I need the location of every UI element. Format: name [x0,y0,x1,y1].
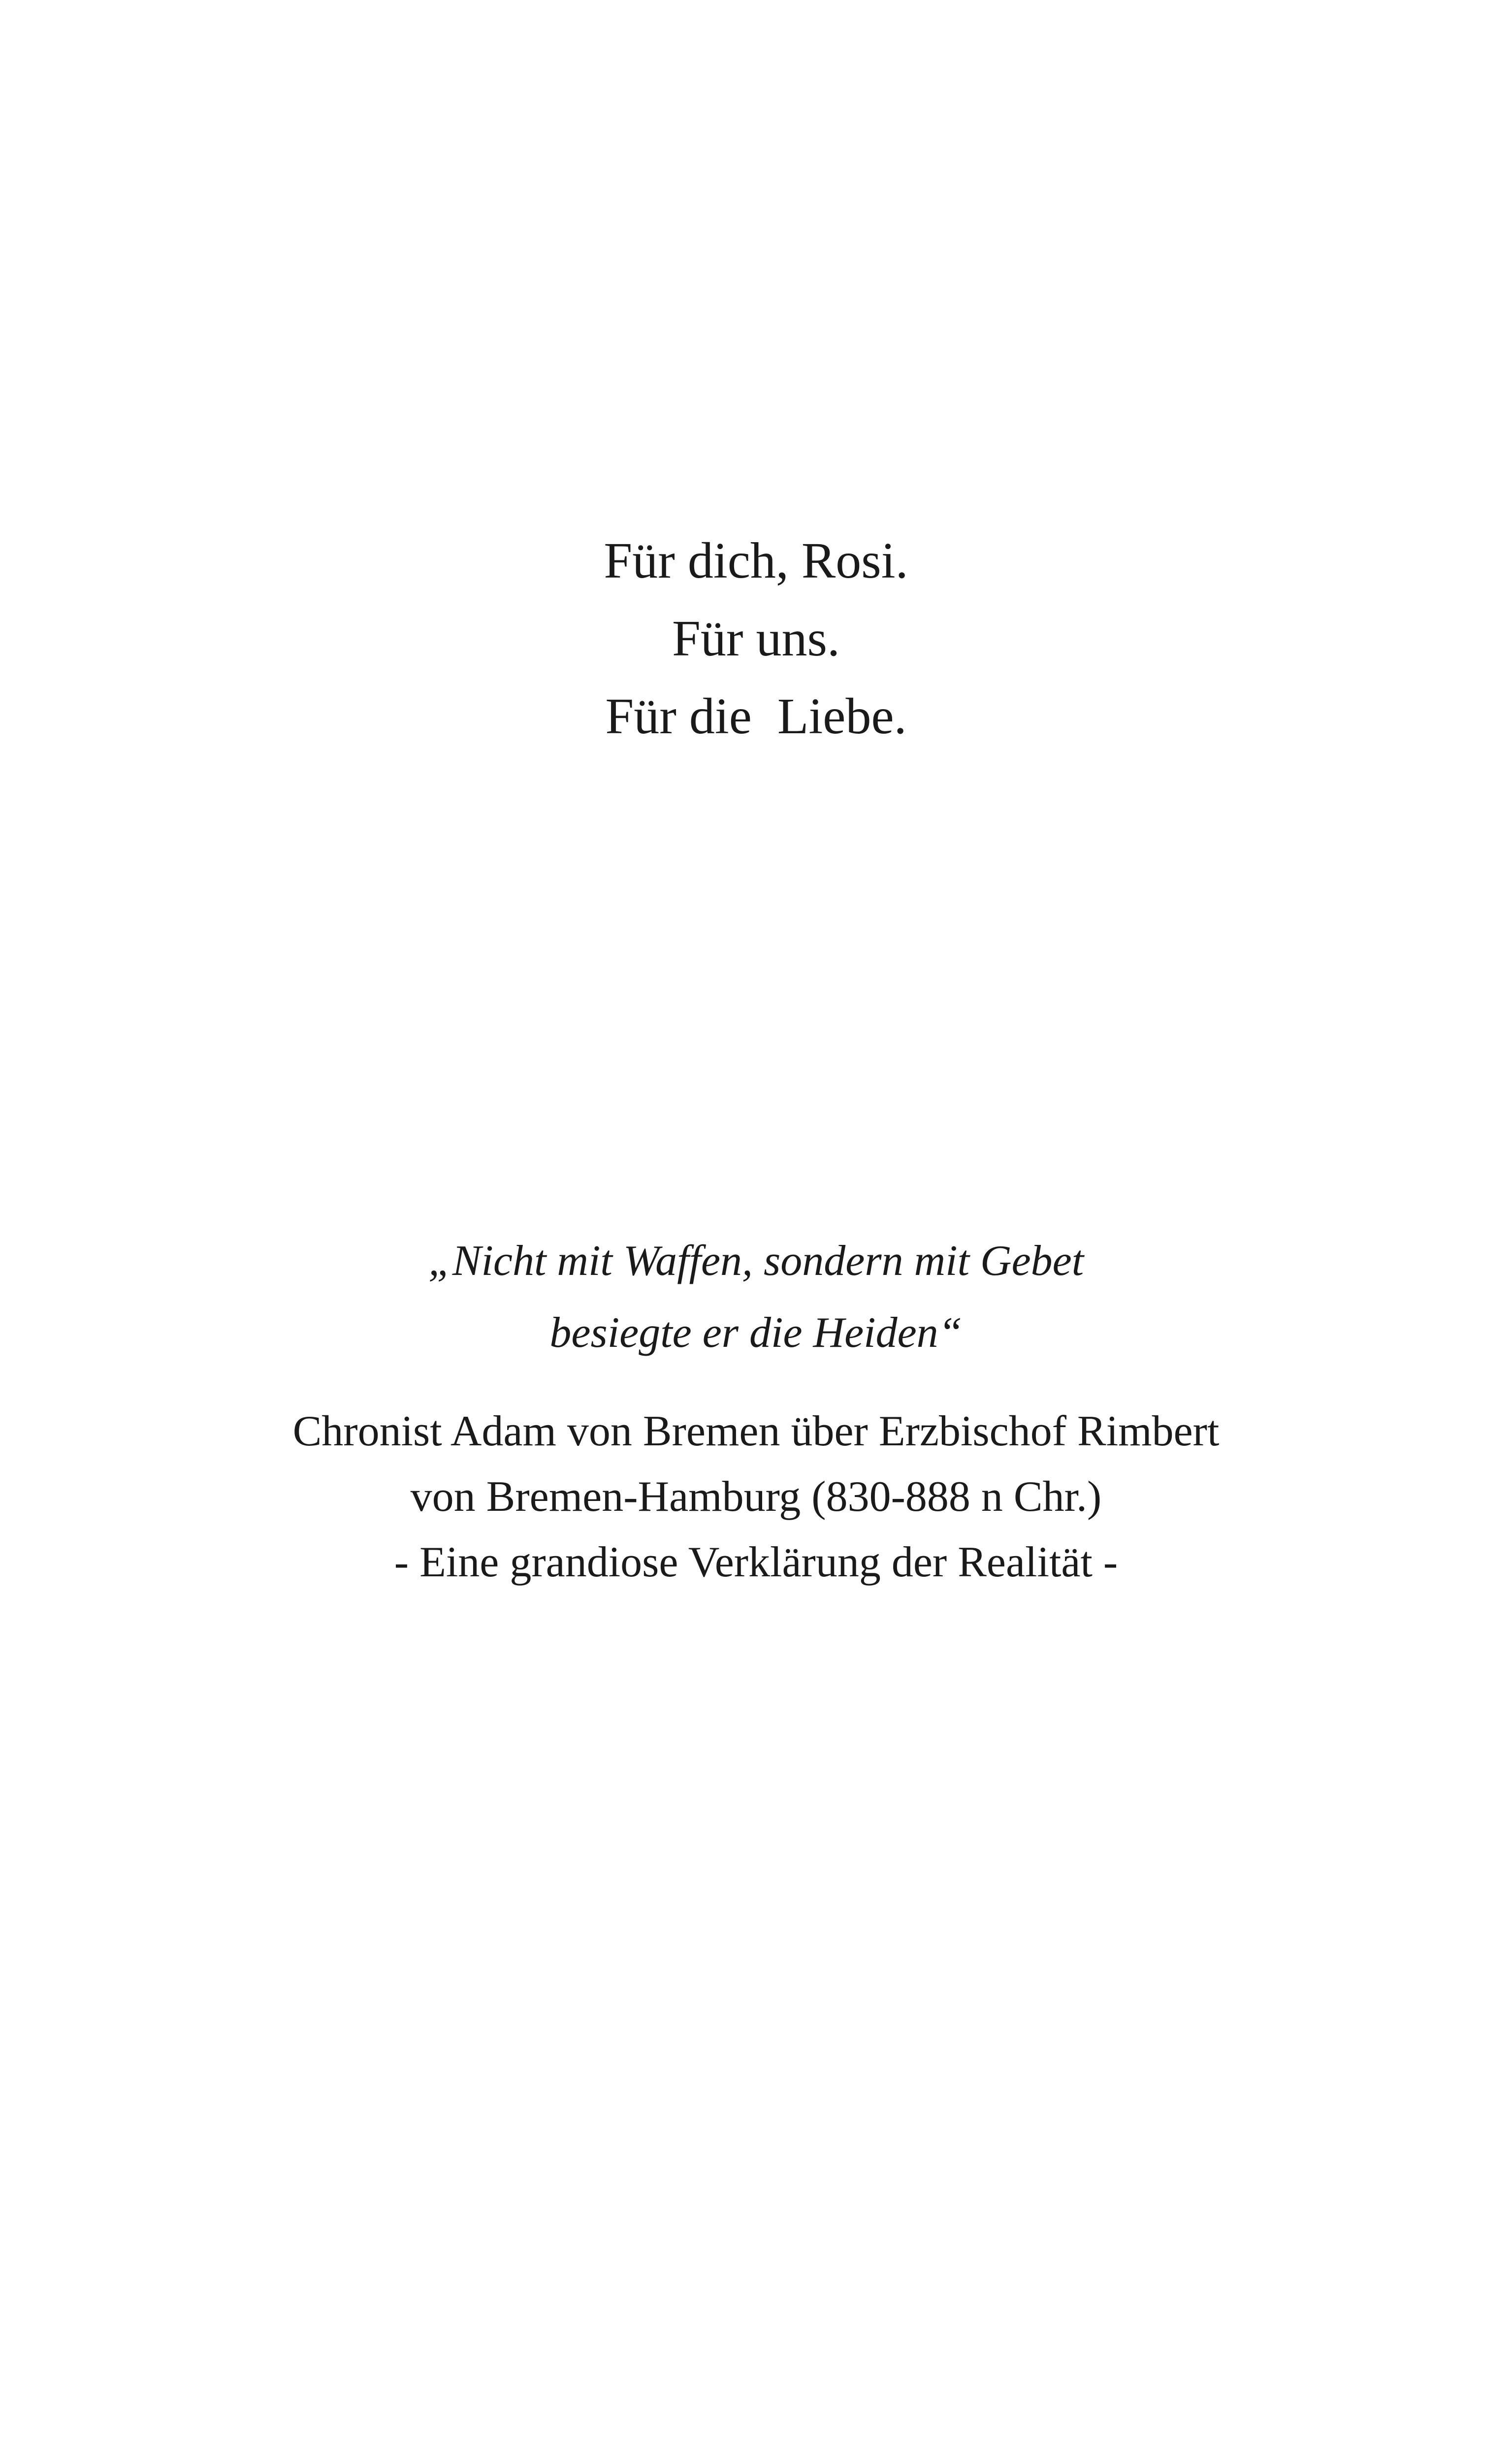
dedication-line: Für dich, Rosi. [604,532,908,589]
quote-line: besiegte er die Heiden“ [549,1309,963,1357]
attribution-line: von Bremen-Hamburg (830-888 n Chr.) [410,1473,1102,1521]
dedication-line: Für uns. [672,610,840,667]
epigraph-attribution [0,1399,1512,1595]
quote-line: „Nicht mit Waffen, sondern mit Gebet [428,1237,1084,1285]
epigraph-quote [0,1225,1512,1369]
dedication-line: Für die Liebe. [605,688,907,745]
attribution-line: - Eine grandiose Verklärung der Realität - [394,1538,1118,1586]
attribution-line: Chronist Adam von Bremen über Erzbischof Rimbert [292,1407,1220,1455]
dedication [0,522,1512,755]
